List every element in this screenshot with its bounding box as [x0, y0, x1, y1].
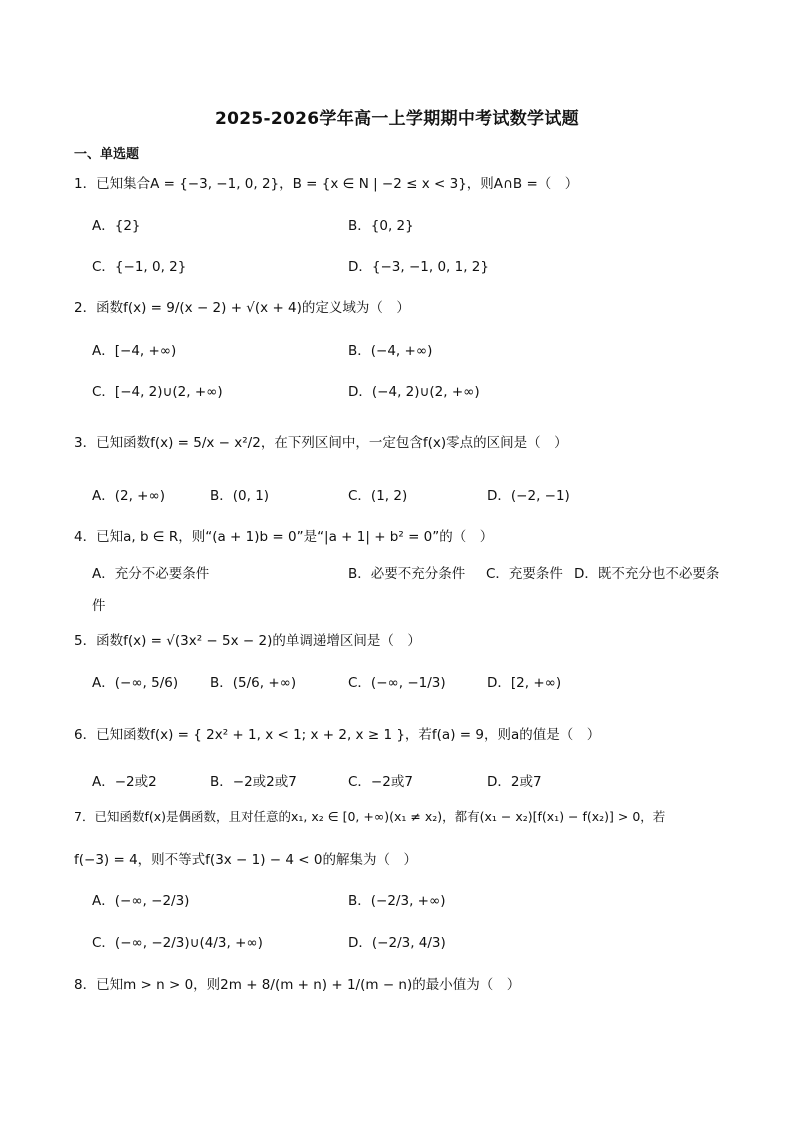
question-6-option-a[interactable]: A．−2或2	[92, 774, 157, 790]
question-7-option-d[interactable]: D．(−2/3, 4/3)	[348, 935, 446, 951]
question-2-option-d[interactable]: D．(−4, 2)∪(2, +∞)	[348, 384, 480, 400]
question-5-stem: 5．函数f(x) = √(3x² − 5x − 2)的单调递增区间是（ ）	[74, 633, 421, 649]
question-8-stem: 8．已知m > n > 0，则2m + 8/(m + n) + 1/(m − n)的最小值为（ ）	[74, 977, 521, 993]
question-5-option-c[interactable]: C．(−∞, −1/3)	[348, 675, 446, 691]
question-4-option-d-wrap: 件	[92, 598, 106, 614]
question-5-option-a[interactable]: A．(−∞, 5/6)	[92, 675, 179, 691]
page-title: 2025-2026学年高一上学期期中考试数学试题	[215, 109, 579, 129]
question-3-option-a[interactable]: A．(2, +∞)	[92, 488, 165, 504]
question-6-option-d[interactable]: D．2或7	[487, 774, 542, 790]
question-7-option-a[interactable]: A．(−∞, −2/3)	[92, 893, 190, 909]
question-2-option-b[interactable]: B．(−4, +∞)	[348, 343, 433, 359]
question-3-option-b[interactable]: B．(0, 1)	[210, 488, 270, 504]
question-1-option-b[interactable]: B．{0, 2}	[348, 218, 414, 234]
question-4-option-d[interactable]: D．既不充分也不必要条	[574, 566, 720, 582]
question-7-stem-line2: f(−3) = 4，则不等式f(3x − 1) − 4 < 0的解集为（ ）	[74, 852, 417, 868]
question-5-option-b[interactable]: B．(5/6, +∞)	[210, 675, 297, 691]
question-4-option-c[interactable]: C．充要条件	[486, 566, 563, 582]
question-6-option-b[interactable]: B．−2或2或7	[210, 774, 297, 790]
question-7-option-c[interactable]: C．(−∞, −2/3)∪(4/3, +∞)	[92, 935, 263, 951]
question-1-option-c[interactable]: C．{−1, 0, 2}	[92, 259, 187, 275]
question-3-stem: 3．已知函数f(x) = 5/x − x²/2，在下列区间中，一定包含f(x)零点的区间是（ ）	[74, 435, 568, 451]
question-1-option-d[interactable]: D．{−3, −1, 0, 1, 2}	[348, 259, 489, 275]
question-2-stem: 2．函数f(x) = 9/(x − 2) + √(x + 4)的定义域为（ ）	[74, 300, 410, 316]
question-1-stem: 1．已知集合A = {−3, −1, 0, 2}，B = {x ∈ N | −2 ≤ x < 3}，则A∩B =（ ）	[74, 176, 579, 192]
question-2-option-a[interactable]: A．[−4, +∞)	[92, 343, 177, 359]
question-7-stem: 7．已知函数f(x)是偶函数，且对任意的x₁, x₂ ∈ [0, +∞)(x₁ ≠ x₂)，都有(x₁ − x₂)[f(x₁) − f(x₂)] > 0，若	[74, 809, 666, 824]
question-7-option-b[interactable]: B．(−2/3, +∞)	[348, 893, 446, 909]
question-4-option-a[interactable]: A．充分不必要条件	[92, 566, 210, 582]
question-4-option-b[interactable]: B．必要不充分条件	[348, 566, 466, 582]
question-3-option-d[interactable]: D．(−2, −1)	[487, 488, 570, 504]
question-4-stem: 4．已知a, b ∈ R，则“(a + 1)b = 0”是“|a + 1| + b² = 0”的（ ）	[74, 529, 494, 545]
question-2-option-c[interactable]: C．[−4, 2)∪(2, +∞)	[92, 384, 223, 400]
question-6-stem: 6．已知函数f(x) = { 2x² + 1, x < 1; x + 2, x ≥ 1 }，若f(a) = 9，则a的值是（ ）	[74, 727, 601, 743]
question-5-option-d[interactable]: D．[2, +∞)	[487, 675, 562, 691]
question-3-option-c[interactable]: C．(1, 2)	[348, 488, 408, 504]
question-6-option-c[interactable]: C．−2或7	[348, 774, 413, 790]
section-heading: 一、单选题	[74, 147, 140, 162]
question-1-option-a[interactable]: A．{2}	[92, 218, 141, 234]
